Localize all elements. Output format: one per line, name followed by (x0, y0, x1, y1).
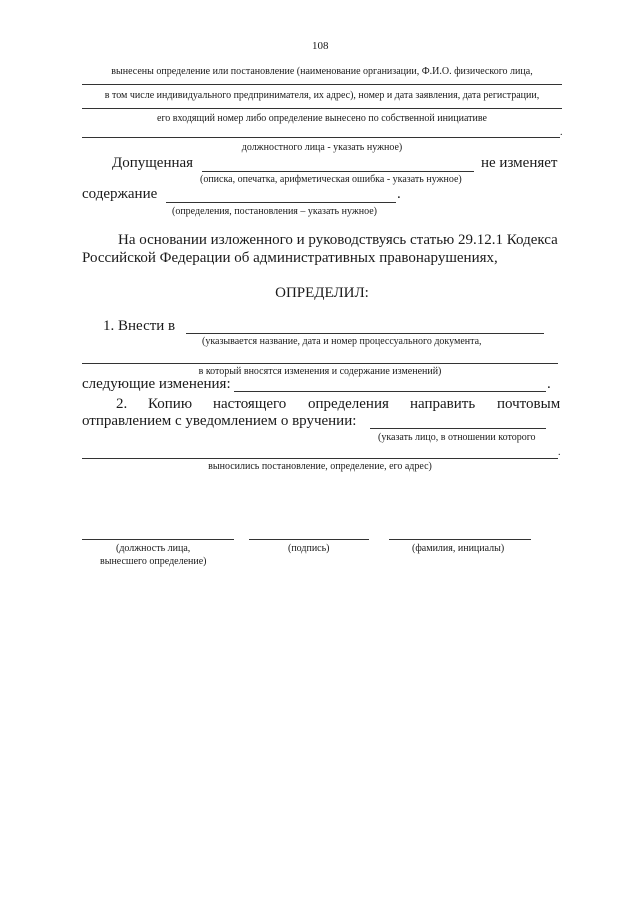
changes-end: . (547, 376, 551, 392)
header-rule-2 (82, 108, 562, 109)
content-hint: (определения, постановления – указать нужное) (172, 206, 377, 217)
item2-line-3-end: . (558, 447, 561, 458)
header-line-2: в том числе индивидуального предпринимателя, их адрес), номер и дата заявления, дата регистрации, (104, 90, 540, 101)
item2-word-4: определения (308, 396, 389, 412)
item2-hint-2: выносились постановление, определение, его адрес) (208, 461, 432, 472)
item2-word-3: настоящего (213, 396, 287, 412)
item1-blank-2[interactable] (82, 363, 558, 364)
position-blank[interactable] (82, 539, 234, 540)
position-hint-2: вынесшего определение) (100, 556, 207, 567)
header-rule-1 (82, 84, 562, 85)
signature-hint: (подпись) (288, 543, 330, 554)
changes-blank[interactable] (234, 391, 546, 392)
item2-recipient-blank[interactable] (370, 428, 546, 429)
content-blank[interactable] (166, 202, 396, 203)
decided-heading: ОПРЕДЕЛИЛ: (275, 285, 369, 301)
item2-hint-1: (указать лицо, в отношении которого (378, 432, 536, 443)
header-line-4: должностного лица - указать нужное) (241, 142, 403, 153)
item2-line-2: отправлением с уведомлением о вручении: (82, 413, 357, 429)
content-label: содержание (82, 186, 158, 202)
signature-blank[interactable] (249, 539, 369, 540)
item2-word-5: направить (410, 396, 476, 412)
name-hint: (фамилия, инициалы) (412, 543, 505, 554)
item2-word-1: 2. (116, 396, 128, 412)
position-hint-1: (должность лица, (116, 543, 191, 554)
header-line-3: его входящий номер либо определение вынесено по собственной инициативе (157, 113, 487, 124)
item1-hint-1: (указывается название, дата и номер процессуального документа, (202, 336, 482, 347)
header-line-3-end: . (560, 127, 563, 138)
page-number: 108 (312, 40, 329, 52)
item2-word-6: почтовым (497, 396, 561, 412)
item2-blank-2[interactable] (82, 458, 558, 459)
admitted-label: Допущенная (112, 155, 194, 171)
admitted-tail: не изменяет (481, 155, 558, 171)
header-rule-3 (82, 137, 560, 138)
admitted-hint: (описка, опечатка, арифметическая ошибка - указать нужное) (200, 174, 462, 185)
content-end: . (397, 186, 401, 202)
name-blank[interactable] (389, 539, 531, 540)
basis-line-2: Российской Федерации об административных правонарушениях, (82, 250, 498, 266)
item1-hint-2: в который вносятся изменения и содержание изменений) (198, 366, 442, 377)
header-line-1: вынесены определение или постановление (наименование организации, Ф.И.О. физического лица, (111, 66, 533, 77)
changes-label: следующие изменения: (82, 376, 231, 392)
item2-word-2: Копию (148, 396, 193, 412)
basis-line-1: На основании изложенного и руководствуясь статью 29.12.1 Кодекса (118, 232, 558, 248)
admitted-blank[interactable] (202, 171, 474, 172)
item1-blank[interactable] (186, 333, 544, 334)
item1-label: 1. Внести в (103, 318, 176, 334)
